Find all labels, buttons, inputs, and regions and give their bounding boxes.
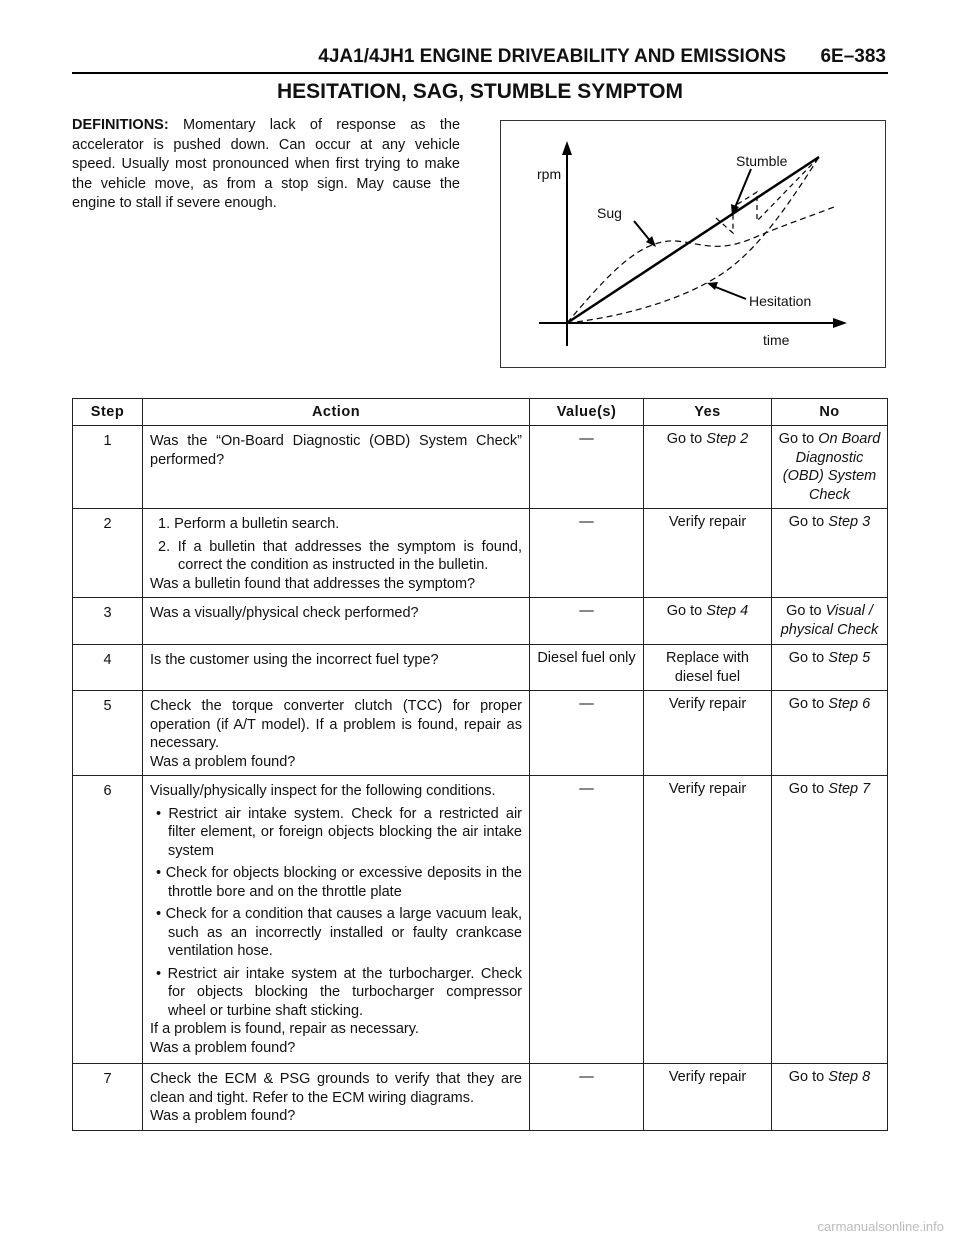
symptom-graph xyxy=(501,121,887,369)
header-no: No xyxy=(772,399,888,426)
table-row xyxy=(73,598,888,645)
symptom-diagram xyxy=(500,120,886,368)
yes-prefix: Go to xyxy=(666,603,707,619)
table-row xyxy=(73,426,888,509)
definitions-text: Momentary lack of response as the accelerator is pushed down. Can occur at any vehicle speed. Usually most pronounced when first trying to make the vehicle move, as from a stop sign. May cause the engine to stall if severe enough. xyxy=(72,117,461,211)
no-reference: Step 3 xyxy=(828,514,871,530)
step-number: 3 xyxy=(73,598,143,645)
action-bullet: • Restrict air intake system. Check for a restricted air filter element, or foreign objects blocking the air intake system xyxy=(156,805,522,859)
action-cell xyxy=(143,691,530,776)
no-reference: Step 5 xyxy=(828,650,871,666)
table-row xyxy=(73,776,888,1064)
yes-cell: Verify repair xyxy=(644,776,772,1064)
yes-cell xyxy=(644,426,772,509)
action-cell xyxy=(143,1064,530,1131)
header-values: Value(s) xyxy=(530,399,644,426)
header-title: 4JA1/4JH1 ENGINE DRIVEABILITY AND EMISSIONS xyxy=(318,46,786,67)
no-prefix: Go to xyxy=(788,696,829,712)
action-bullet: • Restrict air intake system at the turbocharger. Check for objects blocking the turbocharger compressor wheel or turbine shaft sticking. xyxy=(156,965,522,1019)
watermark: carmanualsonline.info xyxy=(817,1219,944,1234)
header-yes: Yes xyxy=(644,399,772,426)
action-cell xyxy=(143,509,530,598)
action-intro: Visually/physically inspect for the following conditions. xyxy=(150,783,496,799)
action-bullet: • Check for objects blocking or excessive deposits in the throttle bore and on the throttle plate xyxy=(156,865,522,900)
table-header-row xyxy=(73,399,888,426)
no-reference: On Board Diagnostic (OBD) System Check xyxy=(782,431,881,503)
action-text: Was the “On-Board Diagnostic (OBD) System Check” performed? xyxy=(150,433,522,468)
no-cell xyxy=(772,426,888,509)
no-prefix: Go to xyxy=(786,603,826,619)
table-row xyxy=(73,645,888,691)
step-number: 7 xyxy=(73,1064,143,1131)
stumble-label: Stumble xyxy=(736,153,788,169)
no-reference: Step 8 xyxy=(828,1069,871,1085)
time-label: time xyxy=(763,332,790,348)
header-step: Step xyxy=(73,399,143,426)
step-number: 6 xyxy=(73,776,143,1064)
no-prefix: Go to xyxy=(788,1069,829,1085)
action-list-item: 1. Perform a bulletin search. xyxy=(158,516,340,532)
action-question: Was a bulletin found that addresses the symptom? xyxy=(150,575,476,592)
value-cell: Diesel fuel only xyxy=(530,645,644,691)
action-cell xyxy=(143,598,530,645)
yes-cell: Replace with diesel fuel xyxy=(644,645,772,691)
step-number: 1 xyxy=(73,426,143,509)
no-cell xyxy=(772,509,888,598)
value-cell: — xyxy=(530,776,644,1064)
hesitation-pointer xyxy=(713,286,746,299)
hesitation-label: Hesitation xyxy=(749,293,812,309)
action-text: Was a visually/physical check performed? xyxy=(150,605,419,621)
step-number: 4 xyxy=(73,645,143,691)
value-cell: — xyxy=(530,426,644,509)
value-cell: — xyxy=(530,598,644,645)
definitions-label: DEFINITIONS: xyxy=(72,117,169,133)
value-cell: — xyxy=(530,509,644,598)
no-reference: Step 6 xyxy=(828,696,871,712)
action-bullet: • Check for a condition that causes a large vacuum leak, such as an incorrectly installed or faulty crankcase ventilation hose. xyxy=(156,906,522,959)
header-action: Action xyxy=(143,399,530,426)
no-cell xyxy=(772,598,888,645)
sug-label: Sug xyxy=(597,205,622,221)
value-cell: — xyxy=(530,1064,644,1131)
action-cell xyxy=(143,426,530,509)
action-list-item: 2. If a bulletin that addresses the symptom is found, correct the condition as instructed in the bulletin. xyxy=(158,538,522,573)
page-number: 6E–383 xyxy=(820,46,886,67)
diagnostic-table xyxy=(72,398,888,1131)
action-text: If a problem is found, repair as necessary. xyxy=(150,1021,419,1037)
page-header xyxy=(72,44,888,74)
no-cell xyxy=(772,645,888,691)
no-prefix: Go to xyxy=(778,431,819,447)
action-text: Check the torque converter clutch (TCC) for proper operation (if A/T model). If a problem is found, repair as necessary. xyxy=(150,698,522,751)
step-number: 5 xyxy=(73,691,143,776)
action-question: Was a problem found? xyxy=(150,1039,296,1056)
rpm-label: rpm xyxy=(537,166,562,182)
page-title: HESITATION, SAG, STUMBLE SYMPTOM xyxy=(276,80,683,103)
table-row xyxy=(73,509,888,598)
no-cell xyxy=(772,1064,888,1131)
table-row xyxy=(73,1064,888,1131)
yes-cell: Verify repair xyxy=(644,691,772,776)
yes-cell: Verify repair xyxy=(644,509,772,598)
action-text: Is the customer using the incorrect fuel type? xyxy=(150,652,439,668)
yes-reference: Step 2 xyxy=(706,431,749,447)
action-cell xyxy=(143,776,530,1064)
no-cell xyxy=(772,691,888,776)
no-prefix: Go to xyxy=(788,514,829,530)
no-reference: Step 7 xyxy=(828,781,871,797)
action-question: Was a problem found? xyxy=(150,1108,296,1124)
action-text: Check the ECM & PSG grounds to verify that they are clean and tight. Refer to the ECM wiring diagrams. xyxy=(150,1071,522,1106)
yes-cell: Verify repair xyxy=(644,1064,772,1131)
x-axis-arrow xyxy=(833,318,847,328)
no-prefix: Go to xyxy=(788,781,829,797)
yes-cell xyxy=(644,598,772,645)
value-cell: — xyxy=(530,691,644,776)
yes-prefix: Go to xyxy=(666,431,707,447)
table-row xyxy=(73,691,888,776)
y-axis-arrow xyxy=(562,141,572,155)
no-prefix: Go to xyxy=(788,650,829,666)
no-reference: Visual / physical Check xyxy=(780,603,879,638)
action-question: Was a problem found? xyxy=(150,753,296,770)
step-number: 2 xyxy=(73,509,143,598)
definitions-paragraph xyxy=(72,116,460,214)
yes-reference: Step 4 xyxy=(706,603,749,619)
action-cell xyxy=(143,645,530,691)
no-cell xyxy=(772,776,888,1064)
